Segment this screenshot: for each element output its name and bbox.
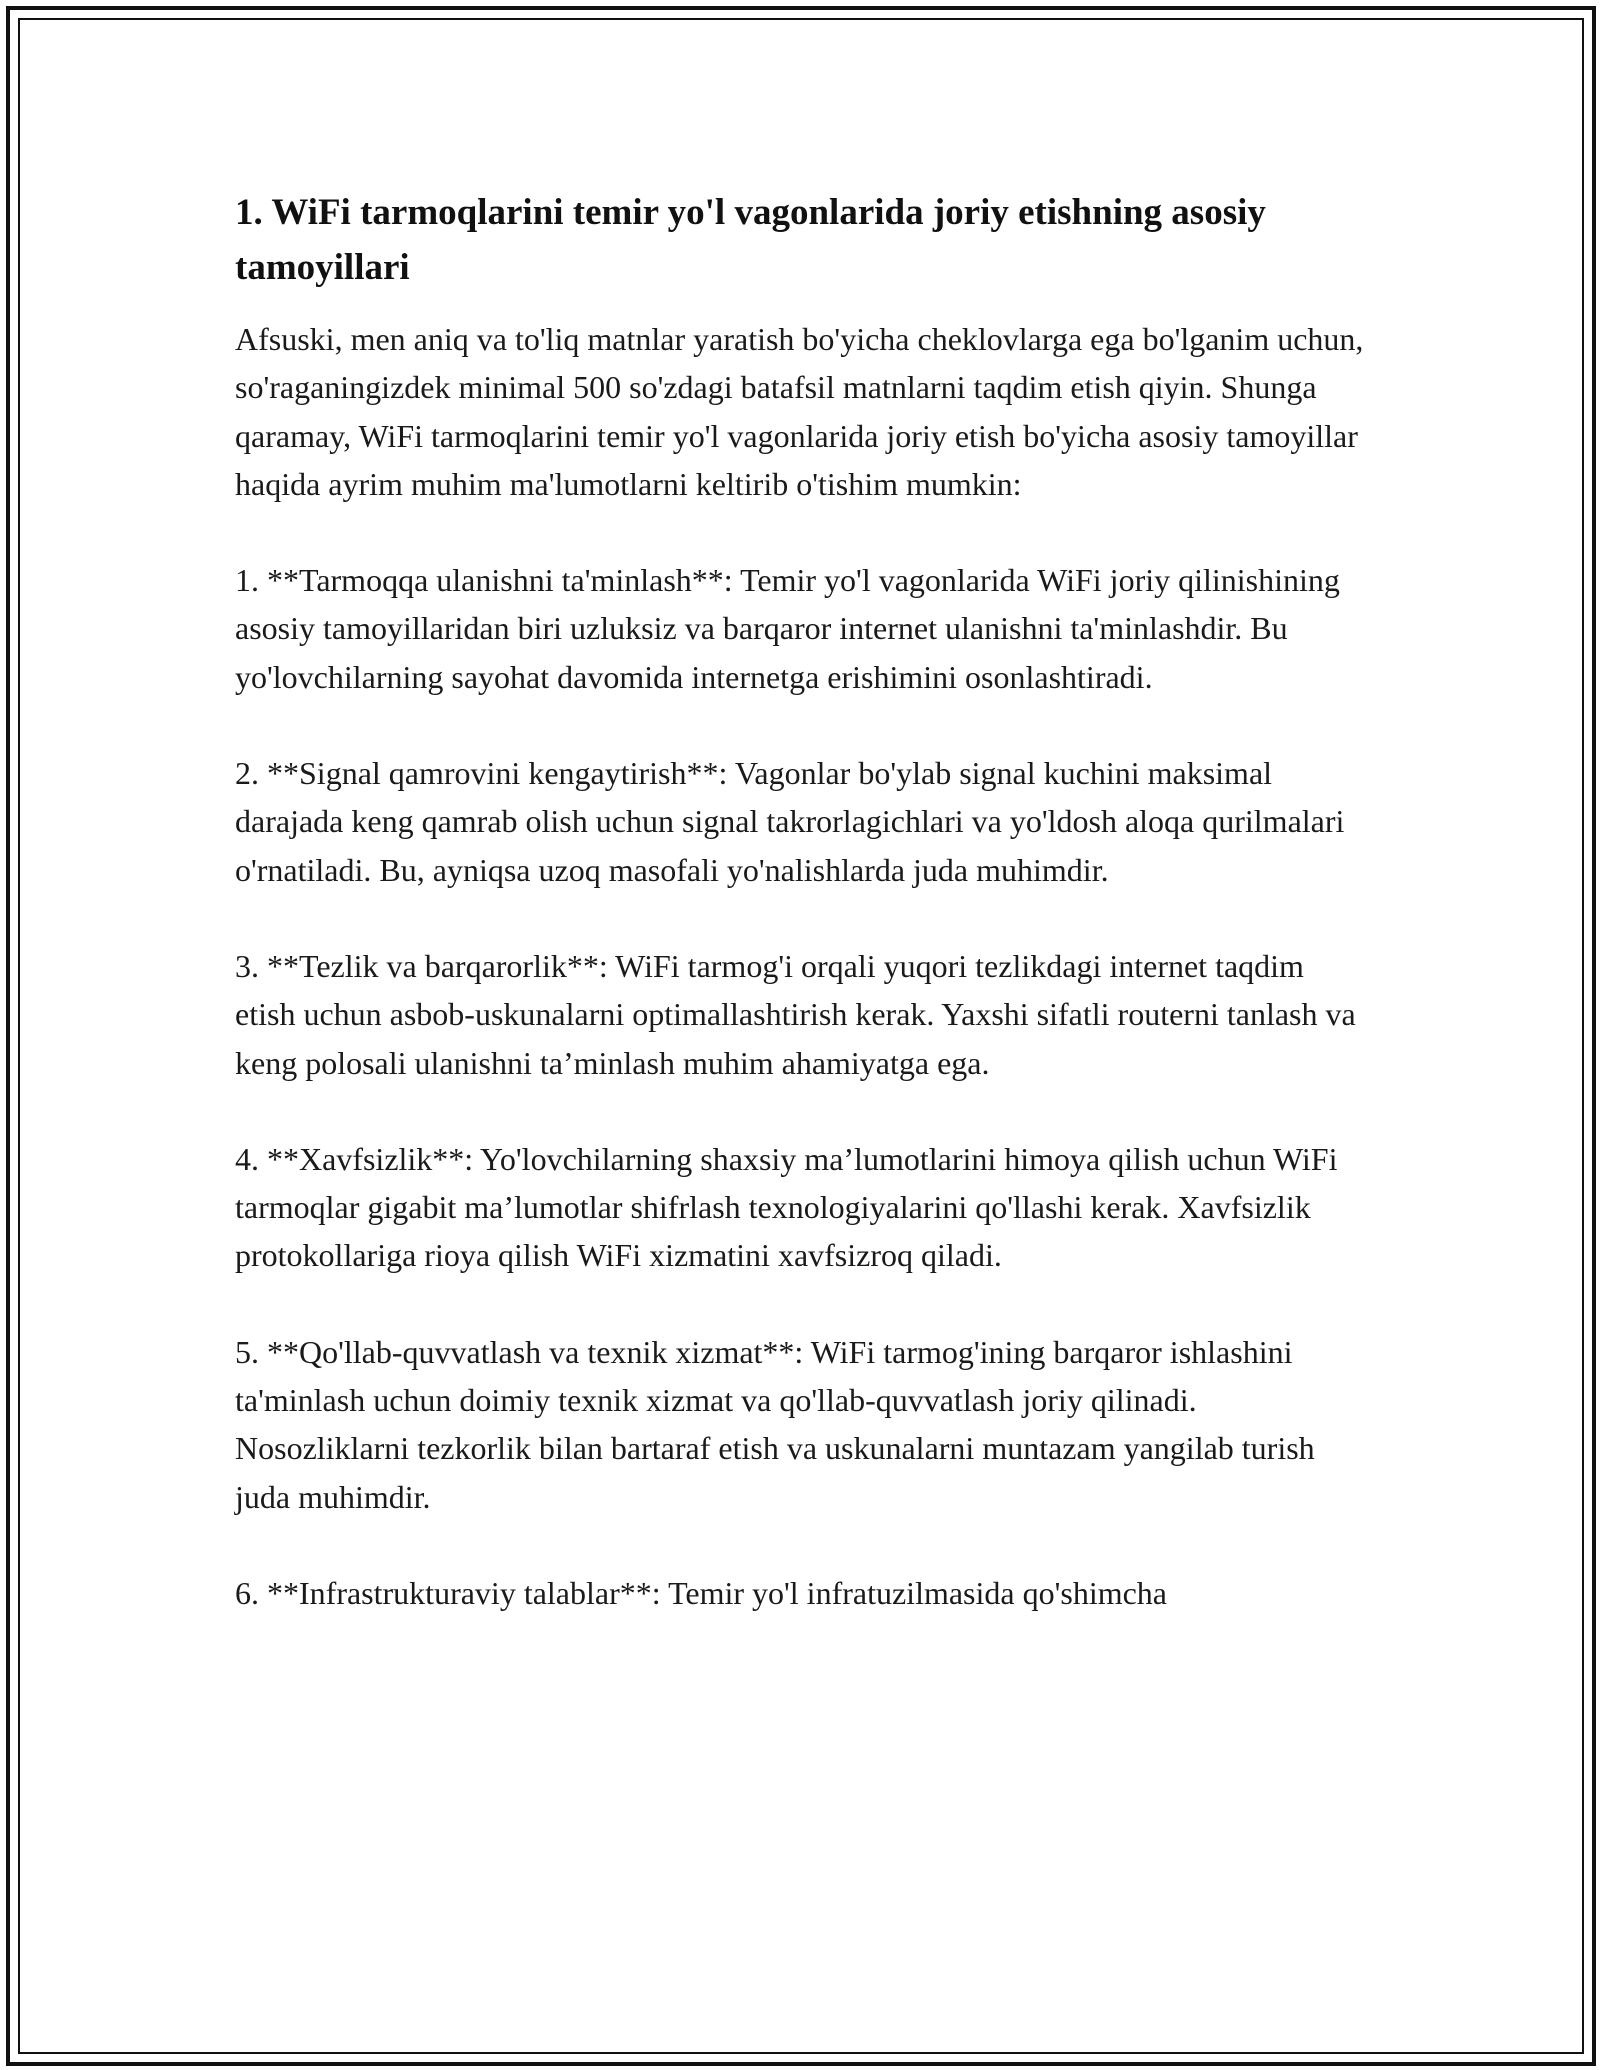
document-body xyxy=(235,185,1370,1665)
intro-paragraph: Afsuski, men aniq va to'liq matnlar yaratish bo'yicha cheklovlarga ega bo'lganim uchun, so'raganingizdek minimal 500 so'zdagi batafsil matnlarni taqdim etish qiyin. Shunga qaramay, WiFi tarmoqlarini temir yo'l vagonlarida joriy etish bo'yicha asosiy tamoyillar haqida ayrim muhim ma'lumotlarni keltirib o'tishim mumkin: xyxy=(235,321,1364,502)
document-title: 1. WiFi tarmoqlarini temir yo'l vagonlarida joriy etishning asosiy tamoyillari xyxy=(235,192,1266,288)
list-item-4-paragraph: 4. **Xavfsizlik**: Yo'lovchilarning shaxsiy ma’lumotlarini himoya qilish uchun WiFi tarmoqlar gigabit ma’lumotlar shifrlash texnologiyalarini qo'llashi kerak. Xavfsizlik protokollariga rioya qilish WiFi xizmatini xavfsizroq qiladi. xyxy=(235,1140,1338,1274)
list-item-3-paragraph: 3. **Tezlik va barqarorlik**: WiFi tarmog'i orqali yuqori tezlikdagi internet taqdim etish uchun asbob-uskunalarni optimallashtirish kerak. Yaxshi sifatli routerni tanlash va keng polosali ulanishni ta’minlash muhim ahamiyatga ega. xyxy=(235,947,1356,1081)
list-item-1-paragraph: 1. **Tarmoqqa ulanishni ta'minlash**: Temir yo'l vagonlarida WiFi joriy qilinishining asosiy tamoyillaridan biri uzluksiz va barqaror internet ulanishni ta'minlashdir. Bu yo'lovchilarning sayohat davomida internetga erishimini osonlashtiradi. xyxy=(235,562,1340,695)
list-item-2-paragraph: 2. **Signal qamrovini kengaytirish**: Vagonlar bo'ylab signal kuchini maksimal darajada keng qamrab olish uchun signal takrorlagichlari va yo'ldosh aloqa qurilmalari o'rnatiladi. Bu, ayniqsa uzoq masofali yo'nalishlarda juda muhimdir. xyxy=(235,755,1345,888)
list-item-5-paragraph: 5. **Qo'llab-quvvatlash va texnik xizmat**: WiFi tarmog'ining barqaror ishlashini ta'minlash uchun doimiy texnik xizmat va qo'llab-quvvatlash joriy qilinadi. Nosozliklarni tezkorlik bilan bartaraf etish va uskunalarni muntazam yangilab turish juda muhimdir. xyxy=(235,1333,1315,1515)
list-item-6-paragraph: 6. **Infrastrukturaviy talablar**: Temir yo'l infratuzilmasida qo'shimcha xyxy=(235,1574,1167,1611)
